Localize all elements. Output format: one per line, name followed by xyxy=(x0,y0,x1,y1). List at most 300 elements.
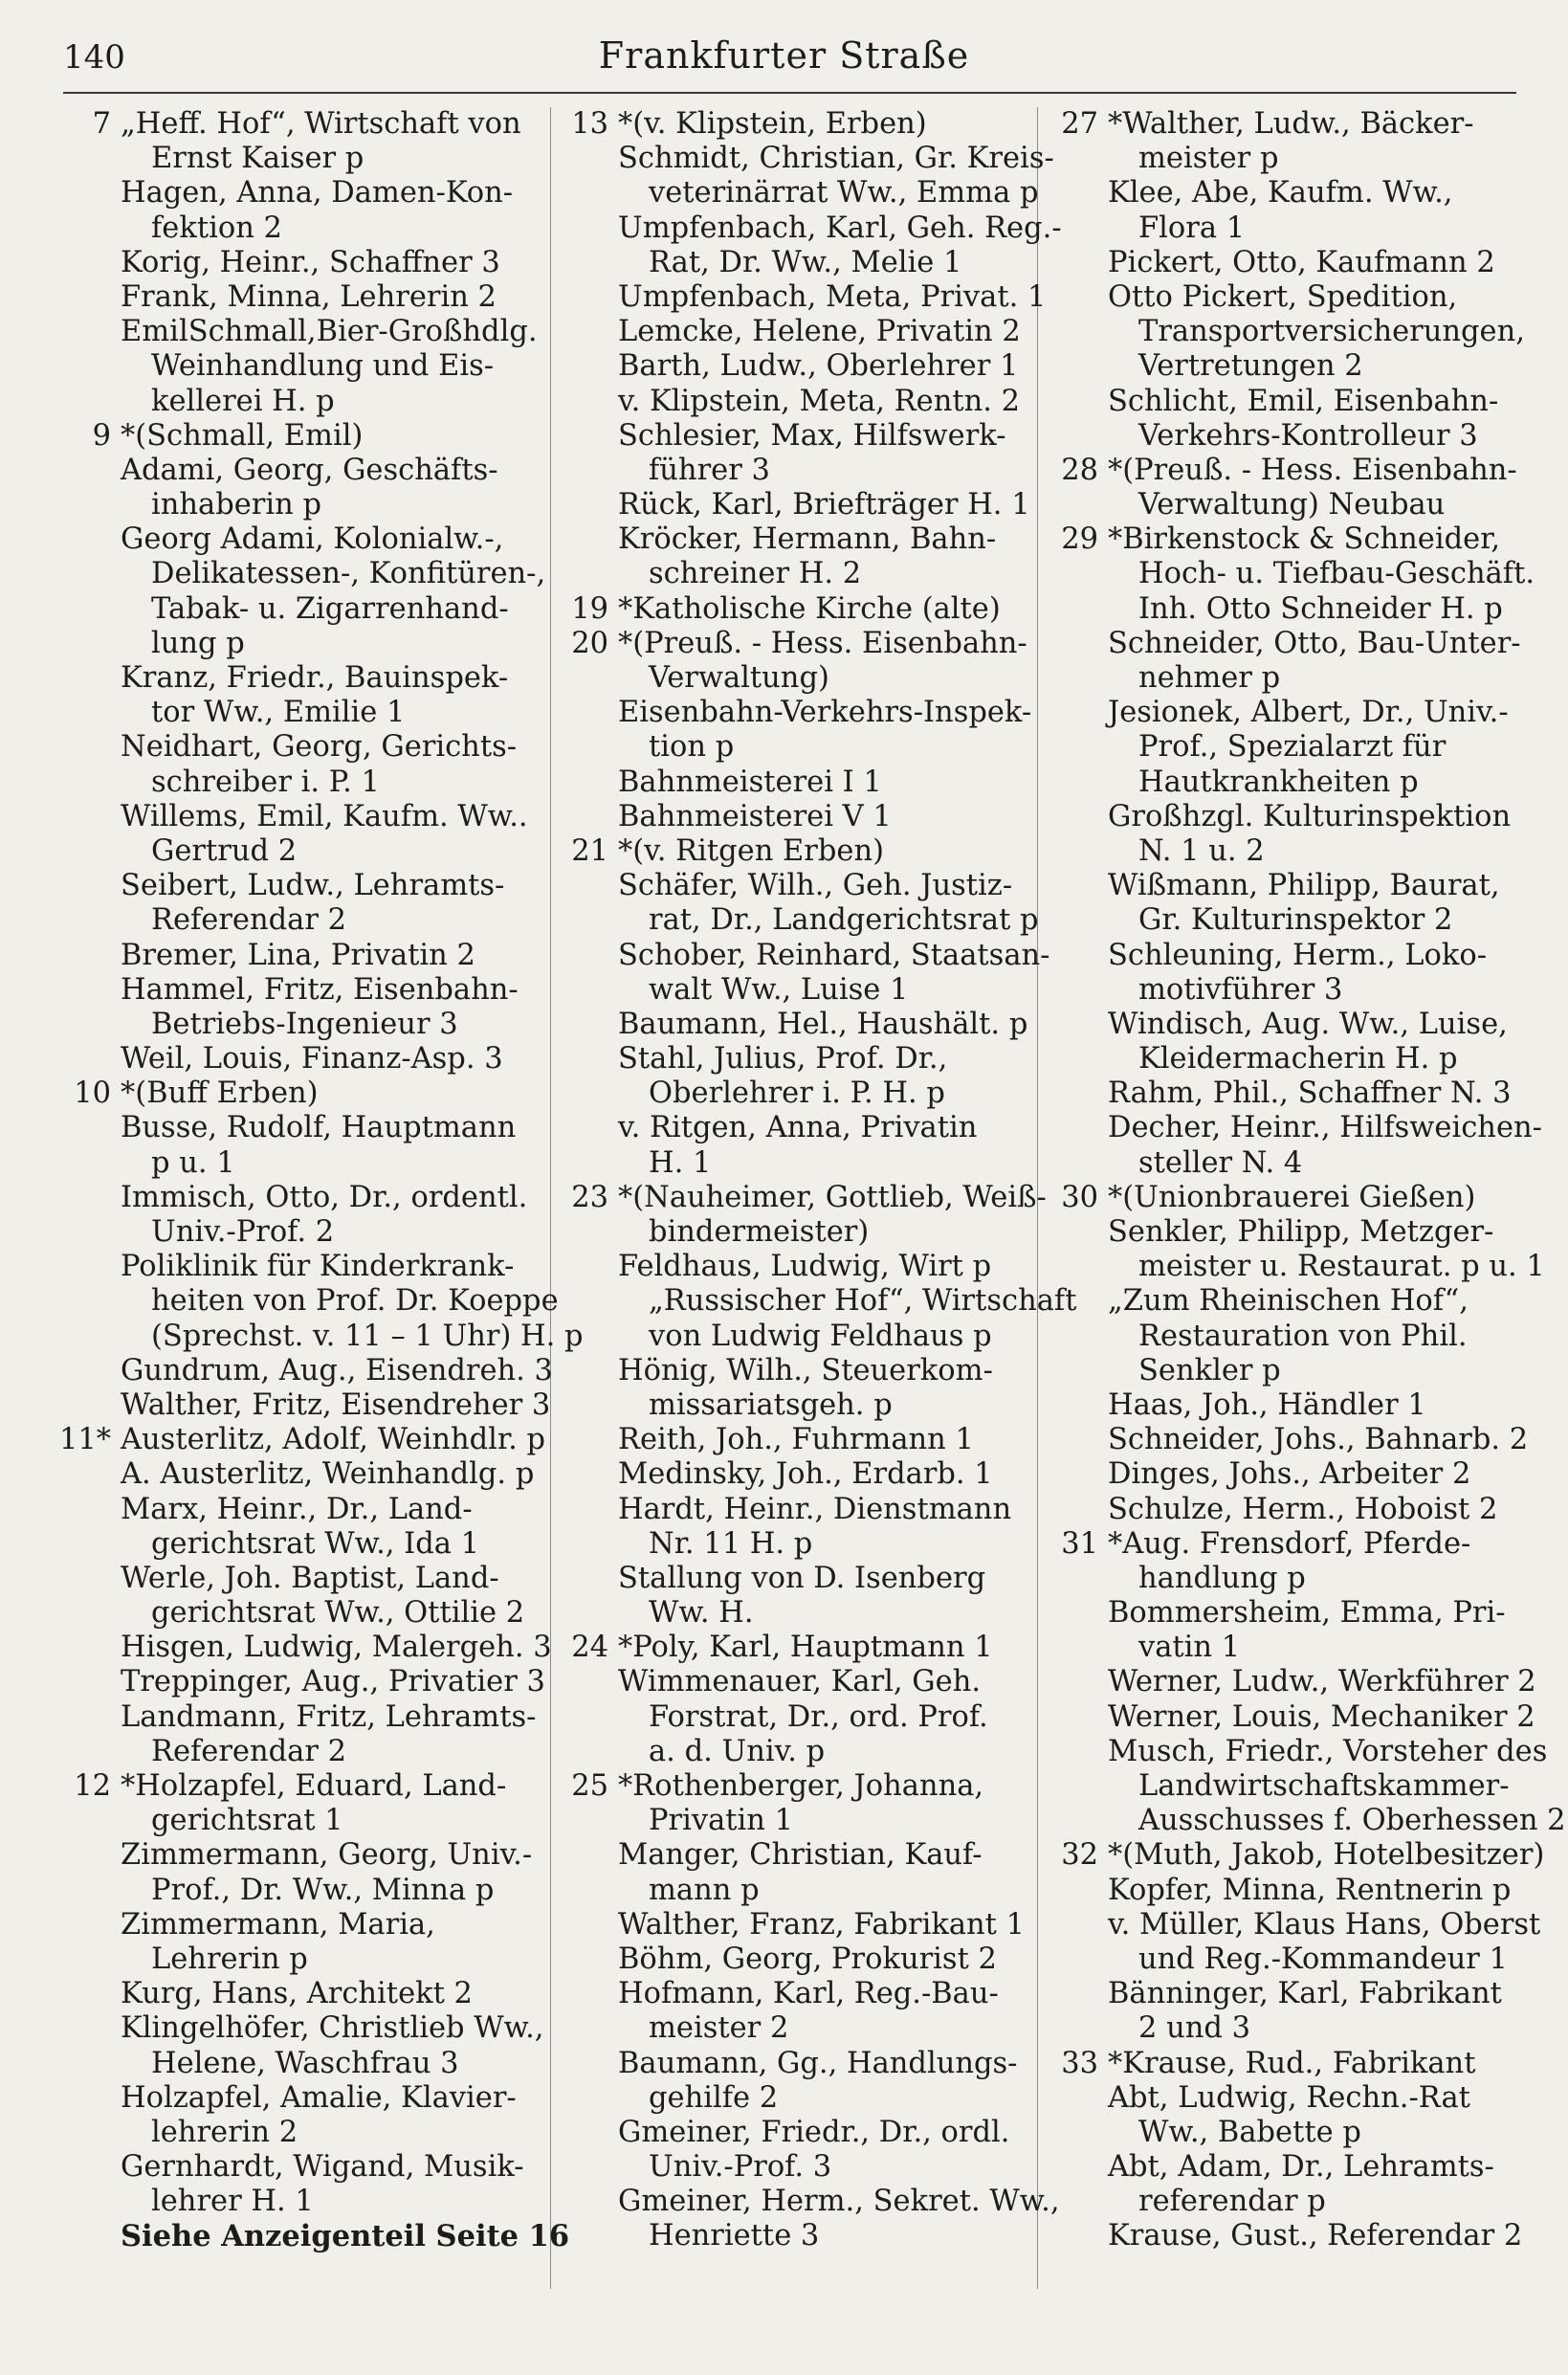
directory-line xyxy=(553,869,1031,903)
entry-text: Bahnmeisterei I 1 xyxy=(618,765,882,799)
directory-line xyxy=(1043,2150,1535,2185)
entry-text: Referendar 2 xyxy=(151,903,347,938)
entry-text: Nr. 11 H. p xyxy=(649,1526,813,1561)
directory-line xyxy=(1043,1284,1535,1319)
entry-text: Zimmermann, Maria, xyxy=(121,1907,435,1942)
entry-text: führer 3 xyxy=(649,453,770,487)
house-number: 21 xyxy=(571,833,608,868)
entry-text: Neidhart, Georg, Gerichts- xyxy=(121,730,518,765)
entry-text: meister 2 xyxy=(649,2011,789,2046)
entry-text: Klee, Abe, Kaufm. Ww., xyxy=(1108,176,1453,211)
directory-line xyxy=(55,1596,548,1631)
directory-line xyxy=(55,2116,548,2150)
directory-line xyxy=(1043,1907,1541,1942)
directory-line xyxy=(55,1665,548,1699)
directory-line xyxy=(553,1804,1031,1838)
directory-line xyxy=(1043,1457,1535,1492)
directory-line xyxy=(55,800,548,834)
directory-line xyxy=(1043,627,1535,661)
directory-line xyxy=(1043,939,1535,973)
house-number: 19 xyxy=(571,591,608,626)
entry-text: Gundrum, Aug., Eisendreh. 3 xyxy=(121,1353,553,1387)
entry-text: Henriette 3 xyxy=(649,2219,820,2253)
house-number: 30 xyxy=(1061,1180,1098,1214)
entry-text: *Aug. Frensdorf, Pferde- xyxy=(1108,1526,1471,1561)
directory-line xyxy=(1043,1493,1535,1527)
entry-text: nehmer p xyxy=(1138,661,1281,695)
entry-text: Busse, Rudolf, Hauptmann xyxy=(121,1111,517,1145)
house-number: 11* xyxy=(58,1423,111,1457)
entry-text: Gmeiner, Herm., Sekret. Ww., xyxy=(618,2185,1060,2219)
directory-line xyxy=(55,2011,548,2046)
entry-text: Senkler, Philipp, Metzger- xyxy=(1108,1215,1494,1249)
entry-text: Baumann, Hel., Haushält. p xyxy=(618,1007,1028,1041)
entry-text: Korig, Heinr., Schaffner 3 xyxy=(121,245,500,279)
directory-line xyxy=(1043,973,1535,1008)
directory-line xyxy=(553,385,1031,419)
entry-text: Pickert, Otto, Kaufmann 2 xyxy=(1108,245,1495,279)
directory-line xyxy=(553,1215,1031,1250)
house-number: 12 xyxy=(74,1769,111,1803)
directory-line xyxy=(55,1250,548,1284)
directory-line xyxy=(55,246,548,280)
directory-line xyxy=(553,730,1031,765)
entry-text: *Rothenberger, Johanna, xyxy=(618,1769,984,1803)
entry-text: v. Müller, Klaus Hans, Oberst xyxy=(1108,1907,1541,1942)
entry-text: Hofmann, Karl, Reg.-Bau- xyxy=(618,1977,999,2011)
directory-line xyxy=(1043,1562,1535,1596)
entry-text: Landmann, Fritz, Lehramts- xyxy=(121,1699,537,1734)
entry-text: Klingelhöfer, Christlieb Ww., xyxy=(121,2011,544,2046)
entry-text: *(Buff Erben) xyxy=(121,1077,319,1111)
directory-line xyxy=(1043,142,1535,176)
entry-text: lehrerin 2 xyxy=(151,2115,298,2149)
entry-text: Transportversicherungen, xyxy=(1138,315,1525,349)
entry-text: Reith, Joh., Fuhrmann 1 xyxy=(618,1423,974,1457)
directory-line xyxy=(553,211,1062,246)
directory-line xyxy=(1043,1042,1535,1077)
directory-line xyxy=(55,1457,548,1492)
directory-line xyxy=(1043,1596,1535,1631)
directory-line xyxy=(55,1977,548,2011)
entry-text: Univ.-Prof. 3 xyxy=(649,2150,832,2185)
entry-text: „Zum Rheinischen Hof“, xyxy=(1108,1284,1469,1319)
house-number: 33 xyxy=(1061,2046,1098,2080)
directory-line xyxy=(1043,1354,1535,1388)
directory-line xyxy=(1043,1250,1545,1284)
directory-line xyxy=(553,834,1031,869)
directory-line xyxy=(1043,488,1535,522)
entry-text: vatin 1 xyxy=(1138,1631,1241,1665)
directory-line xyxy=(553,1042,1031,1077)
directory-line xyxy=(55,1527,548,1562)
directory-line xyxy=(553,454,1031,488)
entry-text: Feldhaus, Ludwig, Wirt p xyxy=(618,1250,992,1284)
entry-text: Wimmenauer, Karl, Geh. xyxy=(618,1665,982,1699)
directory-line xyxy=(55,419,548,454)
entry-text: Lehrerin p xyxy=(151,1942,308,1976)
directory-line xyxy=(553,1769,1031,1804)
directory-line xyxy=(553,246,1031,280)
directory-line xyxy=(553,142,1054,176)
entry-text: von Ludwig Feldhaus p xyxy=(649,1319,992,1353)
directory-line xyxy=(553,1111,1031,1145)
directory-line xyxy=(1043,1181,1535,1215)
directory-line xyxy=(55,1908,548,1942)
entry-text: fektion 2 xyxy=(151,211,282,245)
directory-line xyxy=(553,1354,1031,1388)
entry-text: EmilSchmall,Bier-Großhdlg. xyxy=(121,315,538,349)
directory-line xyxy=(55,1181,548,1215)
directory-line xyxy=(553,2081,1031,2116)
directory-line xyxy=(55,280,548,315)
directory-line xyxy=(1043,1111,1542,1145)
house-number: 13 xyxy=(571,107,608,141)
directory-line xyxy=(553,176,1039,211)
house-number: 31 xyxy=(1061,1526,1098,1561)
directory-line xyxy=(553,1527,1031,1562)
directory-line xyxy=(1043,1734,1548,1769)
directory-line xyxy=(1043,246,1535,280)
directory-line xyxy=(1043,1077,1535,1111)
entry-text: Schneider, Otto, Bau-Unter- xyxy=(1108,626,1521,660)
directory-line xyxy=(55,1077,548,1111)
entry-text: Dinges, Johs., Arbeiter 2 xyxy=(1108,1457,1471,1492)
entry-text: Großhzgl. Kulturinspektion xyxy=(1108,799,1512,833)
directory-line xyxy=(55,973,548,1008)
directory-line xyxy=(1043,800,1535,834)
entry-text: Bahnmeisterei V 1 xyxy=(618,799,892,833)
directory-line xyxy=(1043,1874,1535,1908)
entry-text: Seibert, Ludw., Lehramts- xyxy=(121,869,505,903)
entry-text: Verwaltung) xyxy=(649,661,829,695)
directory-line xyxy=(55,1735,548,1769)
entry-text: Walther, Franz, Fabrikant 1 xyxy=(618,1907,1026,1942)
directory-line xyxy=(55,454,548,488)
entry-text: Rat, Dr. Ww., Melie 1 xyxy=(649,245,962,279)
entry-text: motivführer 3 xyxy=(1138,972,1343,1007)
entry-text: Hoch- u. Tiefbau-Geschäft. xyxy=(1138,557,1535,591)
directory-line xyxy=(55,107,548,142)
entry-text: Stahl, Julius, Prof. Dr., xyxy=(618,1042,948,1077)
directory-line xyxy=(1043,1665,1535,1699)
directory-line xyxy=(553,1320,1031,1354)
directory-line xyxy=(55,869,548,903)
directory-line xyxy=(1043,2185,1535,2219)
house-number: 7 xyxy=(92,107,111,141)
directory-line xyxy=(1043,280,1535,315)
house-number: 32 xyxy=(1061,1838,1098,1873)
entry-text: handlung p xyxy=(1138,1561,1306,1595)
directory-line xyxy=(553,2150,1031,2185)
directory-line xyxy=(55,661,548,696)
directory-line xyxy=(55,522,548,557)
directory-line xyxy=(55,1631,552,1665)
entry-text: Austerlitz, Adolf, Weinhdlr. p xyxy=(121,1423,546,1457)
house-number: 23 xyxy=(571,1180,608,1214)
directory-line xyxy=(55,176,548,211)
page-number: 140 xyxy=(63,38,125,77)
directory-line xyxy=(553,1838,1031,1873)
entry-text: Windisch, Aug. Ww., Luise, xyxy=(1108,1007,1508,1041)
entry-text: tor Ww., Emilie 1 xyxy=(151,696,406,730)
entry-text: rat, Dr., Landgerichtsrat p xyxy=(649,903,1039,938)
entry-text: *(Unionbrauerei Gießen) xyxy=(1108,1180,1476,1214)
directory-line xyxy=(1043,2047,1535,2081)
directory-line xyxy=(55,903,548,938)
entry-text: *Holzapfel, Eduard, Land- xyxy=(121,1769,507,1803)
entry-text: Zimmermann, Georg, Univ.- xyxy=(121,1838,533,1873)
entry-text: *(Muth, Jakob, Hotelbesitzer) xyxy=(1108,1838,1545,1873)
directory-line xyxy=(1043,176,1535,211)
entry-text: *(Nauheimer, Gottlieb, Weiß- xyxy=(618,1180,1047,1214)
advertisement-reference xyxy=(55,2219,570,2254)
entry-text: Schober, Reinhard, Staatsan- xyxy=(618,938,1050,972)
entry-text: *Poly, Karl, Hauptmann 1 xyxy=(618,1631,993,1665)
directory-line xyxy=(55,1215,548,1250)
entry-text: Treppinger, Aug., Privatier 3 xyxy=(121,1665,545,1699)
directory-line xyxy=(55,2081,548,2116)
entry-text: Musch, Friedr., Vorsteher des xyxy=(1108,1734,1548,1768)
directory-line xyxy=(55,1146,548,1181)
directory-line xyxy=(55,730,548,765)
entry-text: Hönig, Wilh., Steuerkom- xyxy=(618,1353,993,1387)
entry-text: gerichtsrat 1 xyxy=(151,1804,343,1838)
entry-text: Georg Adami, Kolonialw.-, xyxy=(121,522,504,557)
directory-line xyxy=(55,315,548,349)
entry-text: *(Preuß. - Hess. Eisenbahn- xyxy=(618,626,1027,660)
directory-line xyxy=(553,1250,1031,1284)
directory-line xyxy=(55,1423,548,1457)
directory-line xyxy=(1043,1838,1545,1873)
directory-line xyxy=(55,627,548,661)
entry-text: Stallung von D. Isenberg xyxy=(618,1561,986,1595)
entry-text: Weil, Louis, Finanz-Asp. 3 xyxy=(121,1042,503,1077)
entry-text: a. d. Univ. p xyxy=(649,1734,826,1768)
house-number: 10 xyxy=(74,1077,111,1111)
directory-line xyxy=(55,1387,551,1423)
directory-line xyxy=(553,488,1031,522)
entry-text: Prof., Spezialarzt für xyxy=(1138,730,1447,765)
directory-column-middle xyxy=(553,107,1077,2254)
entry-text: (Sprechst. v. 11 – 1 Uhr) H. p xyxy=(151,1319,584,1353)
directory-line xyxy=(553,1874,1031,1908)
entry-text: Krause, Gust., Referendar 2 xyxy=(1108,2219,1523,2253)
directory-line xyxy=(553,522,1031,557)
directory-line xyxy=(1043,1320,1535,1354)
directory-line xyxy=(553,661,1031,696)
directory-line xyxy=(553,1700,1031,1735)
directory-line xyxy=(553,1735,1031,1769)
entry-text: Rück, Karl, Briefträger H. 1 xyxy=(618,488,1030,522)
entry-text: *Katholische Kirche (alte) xyxy=(618,591,1001,626)
directory-line xyxy=(553,1631,1031,1665)
entry-text: „Russischer Hof“, Wirtschaft xyxy=(649,1284,1077,1319)
entry-text: Holzapfel, Amalie, Klavier- xyxy=(121,2080,517,2115)
directory-line xyxy=(553,1942,1031,1977)
entry-text: *(Schmall, Emil) xyxy=(121,418,364,453)
entry-text: Oberlehrer i. P. H. p xyxy=(649,1077,945,1111)
directory-line xyxy=(55,1284,559,1319)
directory-line xyxy=(553,1077,1031,1111)
entry-text: *Birkenstock & Schneider, xyxy=(1108,522,1501,557)
entry-text: Helene, Waschfrau 3 xyxy=(151,2046,459,2080)
directory-line xyxy=(553,1457,1031,1492)
directory-line xyxy=(553,2185,1060,2219)
entry-text: Ausschusses f. Oberhessen 2 xyxy=(1138,1804,1566,1838)
directory-line xyxy=(1043,1388,1535,1423)
entry-text: Hisgen, Ludwig, Malergeh. 3 xyxy=(121,1631,552,1665)
entry-text: lung p xyxy=(151,626,245,660)
directory-line xyxy=(55,1804,548,1838)
directory-line xyxy=(55,385,548,419)
entry-text: Lemcke, Helene, Privatin 2 xyxy=(618,315,1021,349)
entry-text: Tabak- u. Zigarrenhand- xyxy=(151,591,509,626)
entry-text: v. Klipstein, Meta, Rentn. 2 xyxy=(618,384,1021,418)
directory-line xyxy=(1043,454,1535,488)
directory-line xyxy=(1043,766,1535,800)
entry-text: Werner, Ludw., Werkführer 2 xyxy=(1108,1665,1536,1699)
entry-text: Gertrud 2 xyxy=(151,833,298,868)
entry-text: Ww., Babette p xyxy=(1138,2115,1361,2149)
directory-line xyxy=(553,1665,1031,1699)
directory-line xyxy=(553,1423,1031,1457)
entry-text: Poliklinik für Kinderkrank- xyxy=(121,1250,515,1284)
directory-line xyxy=(553,2219,1031,2253)
entry-text: Rahm, Phil., Schaffner N. 3 xyxy=(1108,1077,1512,1111)
directory-line xyxy=(553,2116,1031,2150)
directory-line xyxy=(55,2150,548,2185)
directory-line xyxy=(55,2185,548,2219)
entry-text: *Walther, Ludw., Bäcker- xyxy=(1108,107,1474,141)
entry-text: Kranz, Friedr., Bauinspek- xyxy=(121,661,509,695)
entry-text: Weinhandlung und Eis- xyxy=(151,349,495,384)
directory-line xyxy=(1043,315,1535,349)
entry-text: Barth, Ludw., Oberlehrer 1 xyxy=(618,349,1019,384)
entry-text: Senkler p xyxy=(1138,1353,1281,1387)
directory-line xyxy=(1043,522,1535,557)
entry-text: Jesionek, Albert, Dr., Univ.- xyxy=(1108,696,1509,730)
entry-text: *(v. Ritgen Erben) xyxy=(618,833,884,868)
directory-line xyxy=(553,349,1031,384)
directory-line xyxy=(553,1180,1047,1215)
entry-text: Haas, Joh., Händler 1 xyxy=(1108,1387,1426,1422)
directory-line xyxy=(1043,730,1535,765)
entry-text: Verwaltung) Neubau xyxy=(1138,488,1446,522)
directory-line xyxy=(55,766,548,800)
entry-text: Landwirtschaftskammer- xyxy=(1138,1769,1510,1803)
entry-text: Abt, Ludwig, Rechn.-Rat xyxy=(1108,2080,1470,2115)
entry-text: Kleidermacherin H. p xyxy=(1138,1042,1458,1077)
entry-text: Bommersheim, Emma, Pri- xyxy=(1108,1596,1506,1631)
directory-line xyxy=(1043,349,1535,384)
directory-line xyxy=(1043,903,1535,938)
directory-line xyxy=(553,1562,1031,1596)
entry-text: Gernhardt, Wigand, Musik- xyxy=(121,2150,524,2185)
directory-line xyxy=(1043,1942,1535,1977)
directory-line xyxy=(55,592,548,627)
directory-line xyxy=(553,1284,1077,1319)
directory-line xyxy=(553,315,1031,349)
directory-line xyxy=(553,1008,1031,1042)
directory-line xyxy=(1043,419,1535,454)
directory-line xyxy=(1043,1527,1535,1562)
entry-text: Bremer, Lina, Privatin 2 xyxy=(121,938,475,972)
directory-line xyxy=(553,938,1050,973)
directory-line xyxy=(553,1146,1031,1181)
directory-line xyxy=(553,973,1031,1008)
directory-line xyxy=(55,1942,548,1977)
directory-line xyxy=(55,1838,548,1873)
entry-text: H. 1 xyxy=(649,1145,712,1180)
entry-text: und Reg.-Kommandeur 1 xyxy=(1138,1942,1508,1976)
entry-text: gerichtsrat Ww., Ottilie 2 xyxy=(151,1596,525,1631)
directory-line xyxy=(55,939,548,973)
directory-line xyxy=(1043,2219,1535,2253)
entry-text: Baumann, Gg., Handlungs- xyxy=(618,2046,1018,2080)
directory-line xyxy=(553,419,1031,454)
directory-line xyxy=(1043,107,1535,142)
entry-text: schreiber i. P. 1 xyxy=(151,765,380,799)
house-number: 29 xyxy=(1061,522,1098,557)
entry-text: mann p xyxy=(649,1873,760,1907)
directory-line xyxy=(1043,1804,1566,1838)
entry-text: Immisch, Otto, Dr., ordentl. xyxy=(121,1180,528,1214)
entry-text: Manger, Christian, Kauf- xyxy=(618,1838,983,1873)
entry-text: heiten von Prof. Dr. Koeppe xyxy=(151,1284,559,1319)
entry-text: Prof., Dr. Ww., Minna p xyxy=(151,1873,495,1907)
entry-text: Marx, Heinr., Dr., Land- xyxy=(121,1492,473,1526)
directory-line xyxy=(55,142,548,176)
directory-line xyxy=(1043,1769,1535,1804)
directory-line xyxy=(1043,2081,1535,2116)
entry-text: Bänninger, Karl, Fabrikant xyxy=(1108,1977,1502,2011)
entry-text: Schleuning, Herm., Loko- xyxy=(1108,938,1488,972)
directory-line xyxy=(55,2047,548,2081)
entry-text: Umpfenbach, Karl, Geh. Reg.- xyxy=(618,211,1062,245)
entry-text: Frank, Minna, Lehrerin 2 xyxy=(121,279,497,314)
directory-line xyxy=(1043,869,1535,903)
directory-line xyxy=(553,766,1031,800)
entry-text: Schlicht, Emil, Eisenbahn- xyxy=(1108,384,1499,418)
entry-text: Univ.-Prof. 2 xyxy=(151,1215,335,1249)
entry-text: Schmidt, Christian, Gr. Kreis- xyxy=(618,142,1054,176)
entry-text: Inh. Otto Schneider H. p xyxy=(1138,591,1503,626)
entry-text: Hautkrankheiten p xyxy=(1138,765,1419,799)
entry-text: Kröcker, Hermann, Bahn- xyxy=(618,522,997,557)
entry-text: Adami, Georg, Geschäfts- xyxy=(121,453,498,487)
house-number: 27 xyxy=(1061,107,1098,141)
entry-text: tion p xyxy=(649,730,735,765)
entry-text: Willems, Emil, Kaufm. Ww.. xyxy=(121,799,528,833)
entry-text: Delikatessen-, Konfitüren-, xyxy=(151,557,546,591)
directory-line xyxy=(55,211,548,246)
entry-text: Betriebs-Ingenieur 3 xyxy=(151,1007,458,1041)
directory-line xyxy=(1043,2011,1535,2046)
entry-text: walt Ww., Luise 1 xyxy=(649,972,909,1007)
entry-text: Privatin 1 xyxy=(649,1804,794,1838)
entry-text: Umpfenbach, Meta, Privat. 1 xyxy=(618,279,1047,314)
entry-text: Walther, Fritz, Eisendreher 3 xyxy=(121,1387,551,1422)
directory-line xyxy=(553,696,1031,730)
directory-line xyxy=(55,488,548,522)
entry-text: Schulze, Herm., Hoboist 2 xyxy=(1108,1492,1498,1526)
entry-text: Forstrat, Dr., ord. Prof. xyxy=(649,1699,988,1734)
directory-line xyxy=(553,800,1031,834)
street-heading: Frankfurter Straße xyxy=(598,34,970,77)
entry-text: „Heff. Hof“, Wirtschaft von xyxy=(121,107,521,141)
directory-line xyxy=(553,1596,1031,1631)
